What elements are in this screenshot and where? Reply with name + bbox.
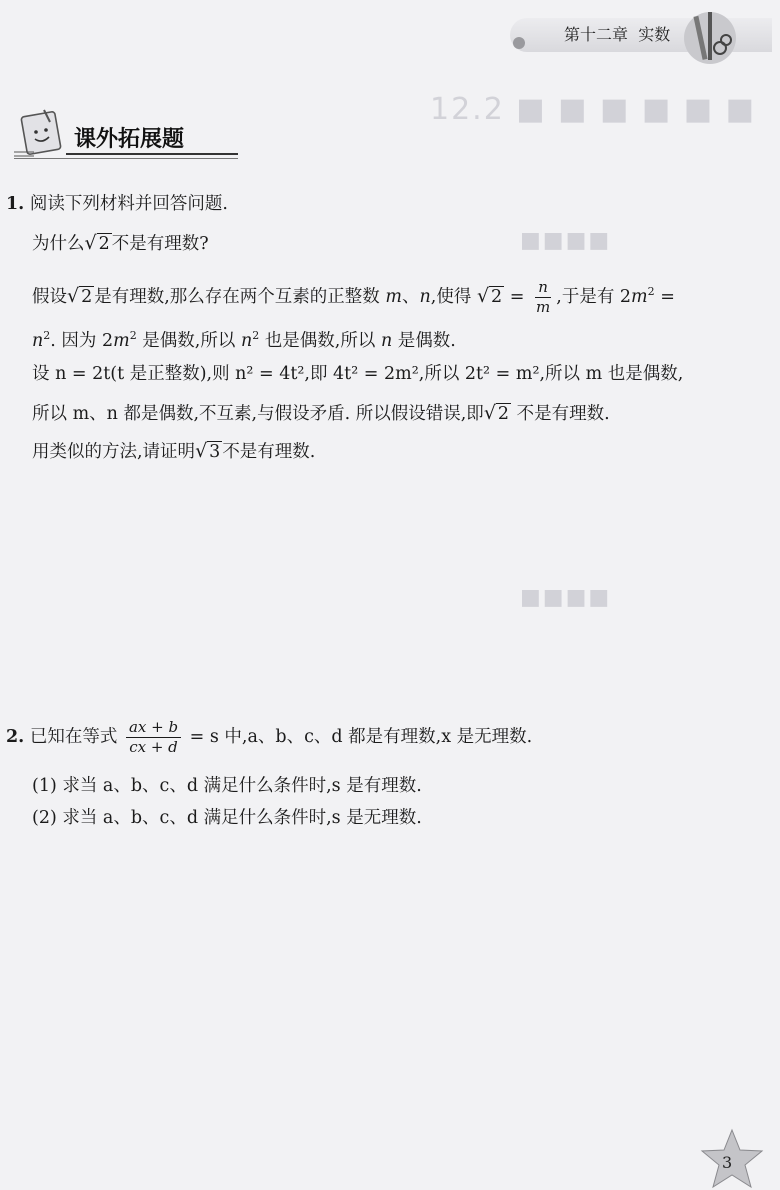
text-run: ,使得 [430,286,472,307]
question-1-line-1 [32,234,209,254]
text-run: 用类似的方法,请证明 [32,442,196,462]
text-run: 假设 [32,286,67,307]
radicand: 3 [209,442,221,462]
question-1-line-4 [32,366,683,384]
numerator: n [535,278,551,298]
var-m: m [385,286,402,307]
text-run: = s 中,a、b、c、d 都是有理数,x 是无理数. [189,726,533,747]
text-run: 不是有理数. [516,404,610,424]
var-m: m [631,286,648,307]
section-heading [14,108,224,163]
var-n: n [32,330,44,351]
text-run: 不是有理数? [111,234,209,254]
text-run: 设 n = 2t(t 是正整数),则 n² = 4t²,即 4t² = 2m²,所以 2t² = m²,所以 m 也是偶数, [32,364,684,384]
bleed-through-mark: ■■■■ [520,228,612,253]
sqrt-3: √ 3 [195,440,221,462]
page-number: 3 [722,1153,733,1172]
stationery-icon [680,6,740,66]
var-n: n [240,330,253,351]
text-run: (2) 求当 a、b、c、d 满足什么条件时,s 是无理数. [32,808,422,828]
radicand: 2 [81,286,93,307]
text-run: 所以 m、n 都是偶数,不互素,与假设矛盾. 所以假设错误,即 [32,404,484,424]
text-run: 为什么 [32,234,85,254]
question-1-text: 阅读下列材料并回答问题. [29,194,228,214]
sqrt-2: √ 2 [67,284,93,307]
question-1-line-3: $n^2$. 因为 $2m^2$ 是偶数,所以 $n^2$ 也是偶数,所以 n 是偶数. [32,329,456,351]
sqrt-2: √ 2 [476,284,503,307]
equals: = [509,286,525,307]
chapter-header [564,22,670,45]
question-1-line-2: 假设√ 2 是有理数,那么存在两个互素的正整数 m、n,使得 √ 2 = $\frac{n}{m}$ ,于是有 $2m^2$ = [32,278,675,316]
text-run: 、 [402,286,420,307]
question-2-part-1 [32,778,422,796]
fraction-equation [126,718,181,757]
text-run: . 因为 2 [50,330,114,351]
text-run: (1) 求当 a、b、c、d 满足什么条件时,s 是有理数. [32,776,422,796]
var-m: m [113,330,130,351]
equals: = [660,286,675,307]
header-bullet [513,37,525,49]
fraction-n-over-m [533,278,553,317]
question-1-line-5 [32,404,610,424]
numerator: ax + b [126,718,181,738]
section-rule-thin [14,158,238,159]
radicand: 2 [98,234,110,254]
text-run: 是有理数,那么存在两个互素的正整数 [94,286,380,307]
section-rule [66,153,238,155]
question-number: 2. [6,726,25,747]
sqrt-2: √ 2 [84,232,110,254]
text-run: 是偶数,所以 [142,330,236,351]
bleed-through-mark: ■■■■ [520,585,612,610]
question-1-intro [6,196,228,214]
question-2-line-1 [6,718,532,757]
var-n: n [419,286,431,307]
denominator: m [536,297,551,316]
text-run: 不是有理数. [222,442,316,462]
chapter-topic: 实数 [638,25,671,44]
bleed-through-heading: 12.2 ■ ■ ■ ■ ■ ■ [430,92,757,127]
radicand: 2 [491,286,503,307]
radicand: 2 [497,404,510,424]
text-run: ,于是有 2 [556,286,632,307]
var-n: n [380,330,393,351]
text-run: 也是偶数,所以 [264,330,376,351]
notepad-icon [14,108,70,160]
sqrt-2: √ 2 [483,402,510,424]
text-run: 已知在等式 [29,726,118,747]
chapter-label: 第十二章 [564,25,629,44]
question-number: 1. [6,194,25,214]
question-1-line-6 [32,442,315,462]
denominator: cx + d [129,737,178,756]
section-title: 课外拓展题 [74,127,185,152]
question-2-part-2 [32,810,422,828]
text-run: 是偶数. [397,330,456,351]
